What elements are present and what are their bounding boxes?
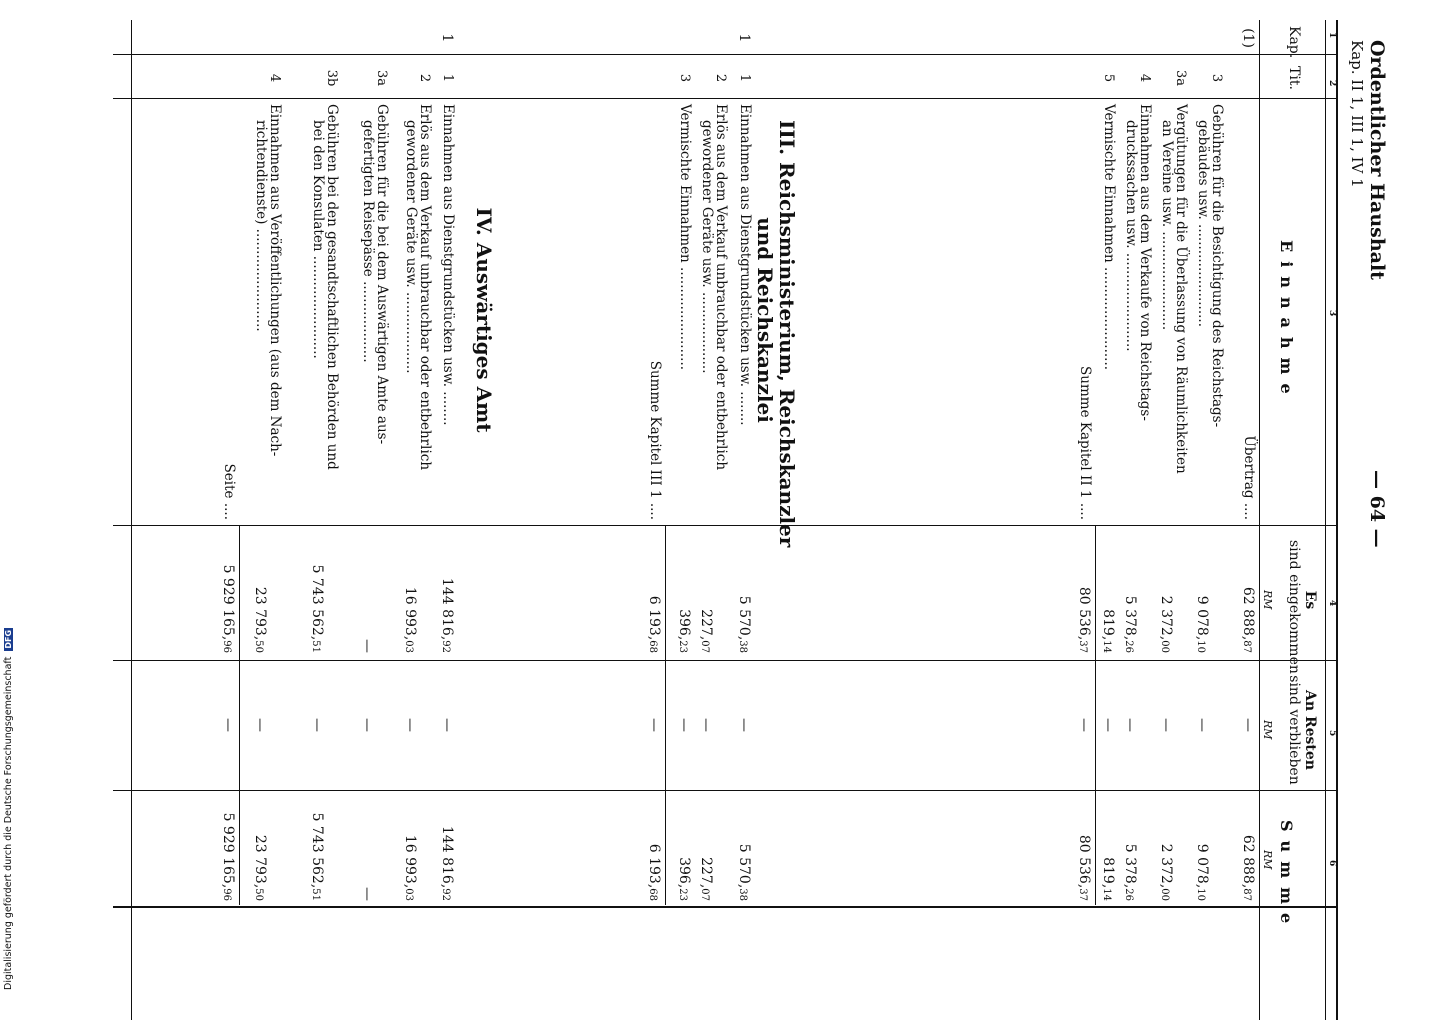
row-tit: 2 (713, 73, 728, 83)
header-verblieben (1286, 670, 1318, 790)
value-summe (1076, 795, 1092, 901)
value-verblieben: — (309, 718, 325, 732)
value-summe (1122, 795, 1138, 901)
value-eingekommen-cents: 92 (440, 640, 451, 653)
value-eingekommen-cents: 51 (310, 640, 321, 653)
row-tit: 1 (737, 73, 752, 83)
unit-col5: RM (1261, 720, 1274, 740)
value-eingekommen-cents: 26 (1123, 640, 1134, 653)
value-summe (359, 795, 375, 901)
value-eingekommen-main: 5 570, (736, 595, 752, 641)
description-line: Gebühren bei den gesandtschaftlichen Behörden und (324, 104, 340, 470)
value-eingekommen (1240, 535, 1256, 653)
row-tit: 5 (1101, 73, 1116, 83)
description-line: gefertigten Reisepässe ................... (360, 120, 376, 363)
value-verblieben: — (439, 718, 455, 732)
page-number: — 64 — (1366, 470, 1388, 548)
value-verblieben: — (402, 718, 418, 732)
value-summe-cents: 38 (737, 888, 748, 901)
row-kap: (1) (1240, 28, 1256, 48)
table-row (628, 20, 662, 1020)
description-line: Einnahmen aus Veröffentlichungen (aus dem Nach- (267, 104, 283, 457)
value-eingekommen (1076, 535, 1092, 653)
dfg-logo: DFG (4, 629, 13, 649)
value-eingekommen-cents: 38 (737, 640, 748, 653)
table-row (248, 20, 282, 1020)
value-summe-main: 5 929 165, (220, 812, 236, 889)
value-eingekommen (252, 535, 268, 653)
value-summe-main: 5 570, (736, 843, 752, 889)
value-eingekommen-cents: 07 (699, 640, 710, 653)
value-eingekommen-main: 6 193, (646, 595, 662, 641)
description-line: Erlös aus dem Verkauf unbrauchbar oder entbehrlich (713, 104, 729, 471)
table-row (398, 20, 432, 1020)
table-row (305, 20, 339, 1020)
description-line: Vergütungen für die Überlassung von Räumlichkeiten (1173, 104, 1189, 474)
value-eingekommen (698, 535, 714, 653)
value-eingekommen-cents: 96 (221, 640, 232, 653)
value-summe-cents: 26 (1123, 888, 1134, 901)
row-description (678, 104, 692, 520)
value-verblieben: — (698, 718, 714, 732)
value-eingekommen-cents: 87 (1241, 640, 1252, 653)
colnum-4: 4 (1327, 600, 1337, 607)
value-eingekommen (1194, 535, 1210, 653)
description-line: Seite .... (221, 463, 237, 520)
colnum-2: 2 (1327, 80, 1337, 87)
value-summe-cents: 00 (1159, 888, 1170, 901)
value-summe (736, 795, 752, 901)
value-verblieben: — (220, 718, 236, 732)
value-summe-cents: 51 (310, 888, 321, 901)
value-verblieben: — (1122, 718, 1138, 732)
row-description (361, 104, 389, 520)
colnum-1: 1 (1327, 32, 1337, 39)
value-summe-main: 144 816, (439, 825, 455, 889)
sum-rule (239, 525, 240, 905)
section-title-iv: Auswärtiges Amt (472, 242, 496, 433)
table-row (1118, 20, 1152, 1020)
colnum-5: 5 (1327, 730, 1337, 737)
section-heading-iii (753, 120, 799, 548)
value-eingekommen-main: 9 078, (1194, 595, 1210, 641)
table-row (1190, 20, 1224, 1020)
row-description (1242, 104, 1256, 520)
table-row (202, 20, 236, 1020)
value-eingekommen (1158, 535, 1174, 653)
row-tit: 3a (374, 69, 389, 87)
row-tit: 4 (267, 73, 282, 83)
header-verblieben-line1: An Resten (1302, 690, 1318, 770)
value-eingekommen-main: 23 793, (252, 586, 268, 641)
row-description (648, 104, 662, 520)
table-row (355, 20, 389, 1020)
value-eingekommen (439, 535, 455, 653)
value-summe-main: — (359, 887, 375, 901)
value-eingekommen (736, 535, 752, 653)
value-summe-main: 396, (676, 857, 692, 889)
value-summe (1240, 795, 1256, 901)
value-eingekommen-main: 819, (1100, 609, 1116, 641)
value-verblieben: — (1100, 718, 1116, 732)
value-summe-main: 2 372, (1158, 843, 1174, 889)
page-title: Ordentlicher Haushalt (1366, 40, 1388, 280)
value-eingekommen-cents: 10 (1195, 640, 1206, 653)
description-line: Vermischte Einnahmen ........................ (677, 104, 693, 371)
value-summe-main: 5 378, (1122, 843, 1138, 889)
table-row (694, 20, 728, 1020)
value-eingekommen-main: 16 993, (402, 586, 418, 641)
value-eingekommen (359, 535, 375, 653)
value-summe-main: 23 793, (252, 834, 268, 889)
row-description (254, 104, 282, 520)
value-eingekommen-main: 396, (676, 609, 692, 641)
colnum-6: 6 (1327, 860, 1337, 867)
value-eingekommen (676, 535, 692, 653)
row-description (1160, 104, 1188, 520)
header-kap: Kap. (1286, 26, 1302, 59)
row-description (738, 104, 752, 520)
header-einnahme: Einnahme (1277, 240, 1296, 403)
header-rule (1259, 20, 1260, 1020)
row-description (700, 104, 728, 520)
value-eingekommen-cents: 68 (647, 640, 658, 653)
value-verblieben: — (359, 718, 375, 732)
header-verblieben-line2: sind verblieben (1286, 675, 1302, 785)
value-verblieben: — (1194, 718, 1210, 732)
description-line: Vermischte Einnahmen ........................ (1101, 104, 1117, 371)
header-eingekommen (1286, 540, 1318, 674)
table-row (1154, 20, 1188, 1020)
value-verblieben: — (676, 718, 692, 732)
row-description (1124, 104, 1152, 520)
value-eingekommen-cents: 50 (253, 640, 264, 653)
value-eingekommen-main: 5 378, (1122, 595, 1138, 641)
section-heading-iv (473, 120, 495, 520)
value-summe (1100, 795, 1116, 901)
value-summe-main: 16 993, (402, 834, 418, 889)
value-summe (698, 795, 714, 901)
row-tit: 4 (1137, 73, 1152, 83)
value-summe-main: 5 743 562, (309, 812, 325, 889)
value-eingekommen-main: 227, (698, 609, 714, 641)
value-summe (309, 795, 325, 901)
row-description (1102, 104, 1116, 520)
header-summe: Summe (1277, 820, 1296, 933)
digitization-credit (3, 600, 17, 990)
header-eingekommen-line2: sind eingekommen (1286, 540, 1302, 674)
ledger-sheet (92, 20, 1392, 1020)
value-eingekommen-main: 144 816, (439, 577, 455, 641)
value-eingekommen-main: 2 372, (1158, 595, 1174, 641)
value-summe (439, 795, 455, 901)
description-line: druckssachen usw. ....................... (1123, 120, 1139, 352)
row-tit: 3 (1209, 73, 1224, 83)
table-row (1058, 20, 1092, 1020)
value-summe (1158, 795, 1174, 901)
value-eingekommen (1122, 535, 1138, 653)
description-line: Einnahmen aus Dienstgrundstücken usw. ........ (737, 104, 753, 426)
value-summe-cents: 96 (221, 888, 232, 901)
description-line: richtendienste) ........................ (253, 120, 269, 332)
row-description (1078, 104, 1092, 520)
value-eingekommen-cents: 03 (403, 640, 414, 653)
row-kap: 1 (736, 33, 752, 43)
value-eingekommen (646, 535, 662, 653)
value-eingekommen-cents: 00 (1159, 640, 1170, 653)
table-row (658, 20, 692, 1020)
description-line: Summe Kapitel III 1 .... (647, 360, 663, 520)
description-line: Gebühren für die Besichtigung des Reichstags- (1209, 104, 1225, 428)
unit-col4: RM (1261, 590, 1274, 610)
value-verblieben: — (1076, 718, 1092, 732)
row-tit: 3b (324, 69, 339, 87)
value-verblieben: — (646, 718, 662, 732)
value-eingekommen (220, 535, 236, 653)
description-line: bei den Konsulaten ........................ (310, 120, 326, 359)
credit-text: Digitalisierung gefördert durch die Deutsche Forschungsgemeinschaft (3, 656, 14, 990)
section-rule-iv (131, 20, 132, 1020)
row-tit: 3 (677, 73, 692, 83)
table-row (1222, 20, 1256, 1020)
value-summe-main: 80 536, (1076, 834, 1092, 889)
value-summe-main: 227, (698, 857, 714, 889)
value-summe-cents: 10 (1195, 888, 1206, 901)
value-summe (220, 795, 236, 901)
section-title-iii-line1: Reichsministerium, Reichskanzler (775, 162, 799, 548)
row-description (222, 104, 236, 520)
value-eingekommen-main: 80 536, (1076, 586, 1092, 641)
value-eingekommen (402, 535, 418, 653)
value-summe (402, 795, 418, 901)
value-verblieben: — (1158, 718, 1174, 732)
section-roman-iv: IV. (472, 207, 496, 236)
value-summe-cents: 68 (647, 888, 658, 901)
value-summe-cents: 87 (1241, 888, 1252, 901)
value-summe-main: 819, (1100, 857, 1116, 889)
value-eingekommen-main: 62 888, (1240, 586, 1256, 641)
section-title-iii-line2: und Reichskanzlei (753, 217, 777, 423)
page-subtitle: Kap. II 1, III 1, IV 1 (1348, 40, 1366, 188)
value-summe-main: 62 888, (1240, 834, 1256, 889)
value-summe-cents: 50 (253, 888, 264, 901)
row-description (441, 104, 455, 520)
description-line: gewordener Geräte usw. ................... (699, 120, 715, 374)
section-roman-iii: III. (775, 120, 799, 156)
value-verblieben: — (736, 718, 752, 732)
value-eingekommen (309, 535, 325, 653)
value-eingekommen-main: — (359, 639, 375, 653)
value-eingekommen-main: 5 743 562, (309, 564, 325, 641)
value-eingekommen-cents: 23 (677, 640, 688, 653)
value-eingekommen-main: 5 929 165, (220, 564, 236, 641)
unit-col6: RM (1261, 850, 1274, 870)
value-summe-cents: 14 (1101, 888, 1112, 901)
sum-rule (665, 525, 666, 905)
row-kap: 1 (439, 33, 455, 43)
row-description (311, 104, 339, 520)
description-line: Einnahmen aus Dienstgrundstücken usw. ........ (440, 104, 456, 426)
header-tit: Tit. (1286, 66, 1302, 90)
value-summe-cents: 23 (677, 888, 688, 901)
description-line: Gebühren für die bei dem Auswärtigen Amte aus- (374, 104, 390, 445)
description-line: Einnahmen aus dem Verkaufe von Reichstags- (1137, 104, 1153, 421)
value-summe (252, 795, 268, 901)
value-summe-cents: 37 (1077, 888, 1088, 901)
header-eingekommen-line1: Es (1302, 590, 1318, 610)
value-eingekommen (1100, 535, 1116, 653)
value-summe (646, 795, 662, 901)
value-verblieben: — (252, 718, 268, 732)
sum-rule (1095, 525, 1096, 905)
value-summe (676, 795, 692, 901)
row-tit: 1 (440, 73, 455, 83)
description-line: Summe Kapitel II 1 .... (1077, 366, 1093, 520)
row-tit: 2 (417, 73, 432, 83)
colnum-3: 3 (1327, 310, 1337, 317)
top-rule (1336, 20, 1338, 1020)
value-verblieben: — (1240, 718, 1256, 732)
value-summe-cents: 03 (403, 888, 414, 901)
value-summe-cents: 92 (440, 888, 451, 901)
value-eingekommen-cents: 14 (1101, 640, 1112, 653)
description-line: gebäudes usw. ........................ (1195, 120, 1211, 328)
row-description (1196, 104, 1224, 520)
description-line: Erlös aus dem Verkauf unbrauchbar oder entbehrlich (417, 104, 433, 471)
row-description (404, 104, 432, 520)
value-eingekommen-cents: 37 (1077, 640, 1088, 653)
description-line: an Vereine usw. ....................... (1159, 120, 1175, 331)
value-summe-main: 6 193, (646, 843, 662, 889)
value-summe-cents: 07 (699, 888, 710, 901)
value-summe (1194, 795, 1210, 901)
value-summe-main: 9 078, (1194, 843, 1210, 889)
description-line: gewordener Geräte usw. ................... (403, 120, 419, 374)
row-tit: 3a (1173, 69, 1188, 87)
description-line: Übertrag .... (1241, 435, 1257, 520)
colnum-rule (1325, 20, 1326, 1020)
